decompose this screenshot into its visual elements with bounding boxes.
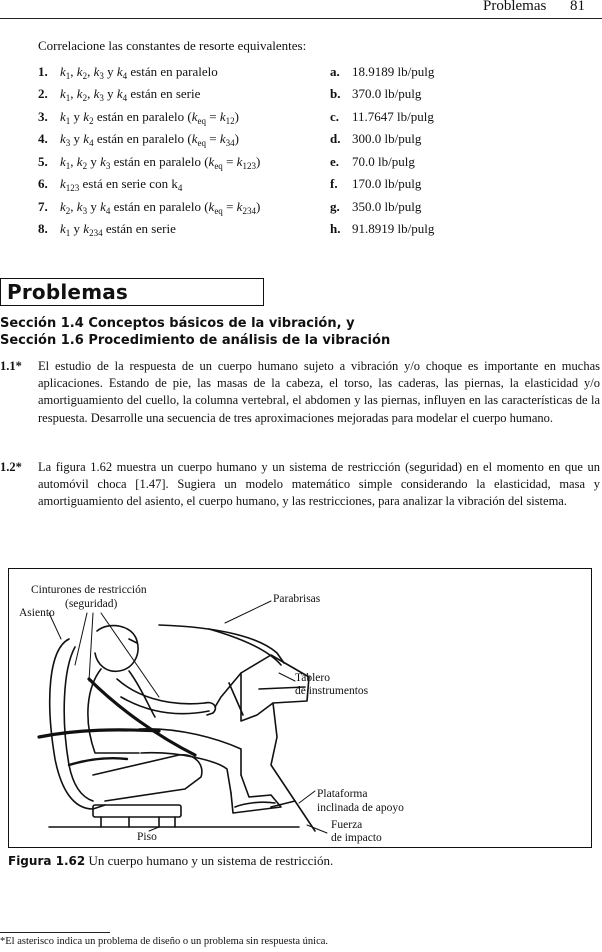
- figure-label: de instrumentos: [295, 685, 369, 697]
- figure-label: Asiento: [19, 607, 55, 619]
- matching-item: [38, 154, 260, 171]
- matching-item-text: $k_1$, $k_2$, $k_3$ y $k_4$ están en paralelo: [60, 64, 218, 81]
- matching-item-text: $k_{123}$ está en serie con $k_4$: [60, 176, 183, 193]
- matching-answer: [330, 176, 421, 192]
- figure-label: de impacto: [331, 832, 382, 844]
- matching-item: [38, 64, 218, 81]
- problem-text: El estudio de la respuesta de un cuerpo humano sujeto a vibración y/o choque es importante en muchas aplicaciones. Estando de pie, las masas de la cabeza, el torso, las caderas, las piernas, la elasticidad y/o amortiguamiento del cuello, la columna vertebral, el abdomen y las piernas, influyen en las características de la respuesta. Desarrolle una secuencia de tres aproximaciones mejoradas para modelar el cuerpo humano.: [38, 359, 600, 425]
- section-line-2: Sección 1.6 Procedimiento de análisis de la vibración: [0, 333, 391, 348]
- matching-item-text: $k_2$, $k_3$ y $k_4$ están en paralelo $(k_{eq} = k_{234})$: [60, 199, 261, 216]
- problem-text: La figura 1.62 muestra un cuerpo humano y un sistema de restricción (seguridad) en el momento en que un automóvil choca [1.47]. Sugiera un modelo matemático simple considerando la elasticidad, masa y amortiguamiento del asiento, el cuerpo humano, y las restricciones, para analizar la vibración del sistema.: [38, 460, 600, 509]
- matching-answer-value: 18.9189 lb/pulg: [352, 64, 435, 79]
- matching-item-number: 4.: [38, 131, 48, 146]
- matching-item-number: 7.: [38, 199, 48, 214]
- matching-answer-value: 300.0 lb/pulg: [352, 131, 422, 146]
- section-line-1: Sección 1.4 Conceptos básicos de la vibración, y: [0, 316, 355, 331]
- matching-item-text: $k_1$, $k_2$ y $k_3$ están en paralelo $(k_{eq} = k_{123})$: [60, 154, 261, 171]
- problem-number: 1.2*: [0, 460, 22, 474]
- figure-label: Cinturones de restricción: [31, 584, 147, 596]
- matching-answer-value: 11.7647 lb/pulg: [352, 109, 434, 124]
- matching-item-text: $k_3$ y $k_4$ están en paralelo $(k_{eq} = k_{34})$: [60, 131, 239, 148]
- figure-label: inclinada de apoyo: [317, 802, 404, 814]
- matching-answer: [330, 199, 421, 215]
- matching-answer-value: 370.0 lb/pulg: [352, 86, 422, 101]
- matching-item: [38, 131, 239, 148]
- problems-heading-box: [0, 278, 264, 306]
- matching-answer-value: 350.0 lb/pulg: [352, 199, 422, 214]
- problem-number: 1.1*: [0, 359, 22, 373]
- figure-1-62: [8, 568, 592, 848]
- matching-item: [38, 109, 239, 126]
- matching-item-number: 6.: [38, 176, 48, 191]
- figure-label: Parabrisas: [273, 593, 321, 605]
- matching-answer: [330, 109, 434, 125]
- matching-item-text: $k_1$ y $k_{234}$ están en serie: [60, 221, 176, 238]
- matching-answer: [330, 131, 421, 147]
- matching-item: [38, 221, 176, 238]
- matching-answer: [330, 221, 434, 237]
- matching-item-number: 8.: [38, 221, 48, 236]
- matching-item-number: 2.: [38, 86, 48, 101]
- figure-label: Plataforma: [317, 788, 368, 800]
- matching-answer-letter: c.: [330, 109, 340, 124]
- footnote: *El asterisco indica un problema de diseño o un problema sin respuesta única.: [0, 936, 329, 947]
- matching-item-number: 1.: [38, 64, 48, 79]
- matching-answer: [330, 154, 415, 170]
- matching-answer-letter: h.: [330, 221, 341, 236]
- figure-label: Piso: [137, 831, 157, 843]
- matching-answer-value: 91.8919 lb/pulg: [352, 221, 435, 236]
- matching-item-text: $k_1$, $k_2$, $k_3$ y $k_4$ están en serie: [60, 86, 201, 103]
- matching-answer-letter: a.: [330, 64, 340, 79]
- matching-answer-value: 70.0 lb/pulg: [352, 154, 415, 169]
- header-rule: [0, 18, 602, 19]
- matching-item: [38, 199, 260, 216]
- matching-intro: Correlacione las constantes de resorte equivalentes:: [38, 38, 307, 53]
- problems-heading: Problemas: [7, 280, 129, 304]
- matching-answer-letter: e.: [330, 154, 340, 169]
- figure-label: (seguridad): [65, 598, 118, 610]
- matching-answer-letter: d.: [330, 131, 341, 146]
- matching-item-number: 5.: [38, 154, 48, 169]
- matching-item-text: $k_1$ y $k_2$ están en paralelo $(k_{eq} = k_{12})$: [60, 109, 239, 126]
- matching-answer-letter: g.: [330, 199, 340, 214]
- matching-item: [38, 176, 182, 193]
- caption-label: Figura 1.62: [8, 854, 86, 868]
- figure-caption: [8, 853, 333, 869]
- matching-answer: [330, 86, 421, 102]
- running-title: Problemas: [483, 0, 547, 14]
- matching-answer-letter: b.: [330, 86, 341, 101]
- matching-answer-value: 170.0 lb/pulg: [352, 176, 422, 191]
- figure-label: Fuerza: [331, 819, 363, 831]
- matching-answer-letter: f.: [330, 176, 338, 191]
- figure-label: Tablero: [295, 672, 330, 684]
- caption-text: Un cuerpo humano y un sistema de restricción.: [88, 853, 334, 868]
- page-header: [0, 0, 602, 20]
- page-number: 81: [570, 0, 585, 14]
- matching-item-number: 3.: [38, 109, 48, 124]
- matching-item: [38, 86, 200, 103]
- matching-answer: [330, 64, 434, 80]
- footnote-rule: [0, 932, 110, 933]
